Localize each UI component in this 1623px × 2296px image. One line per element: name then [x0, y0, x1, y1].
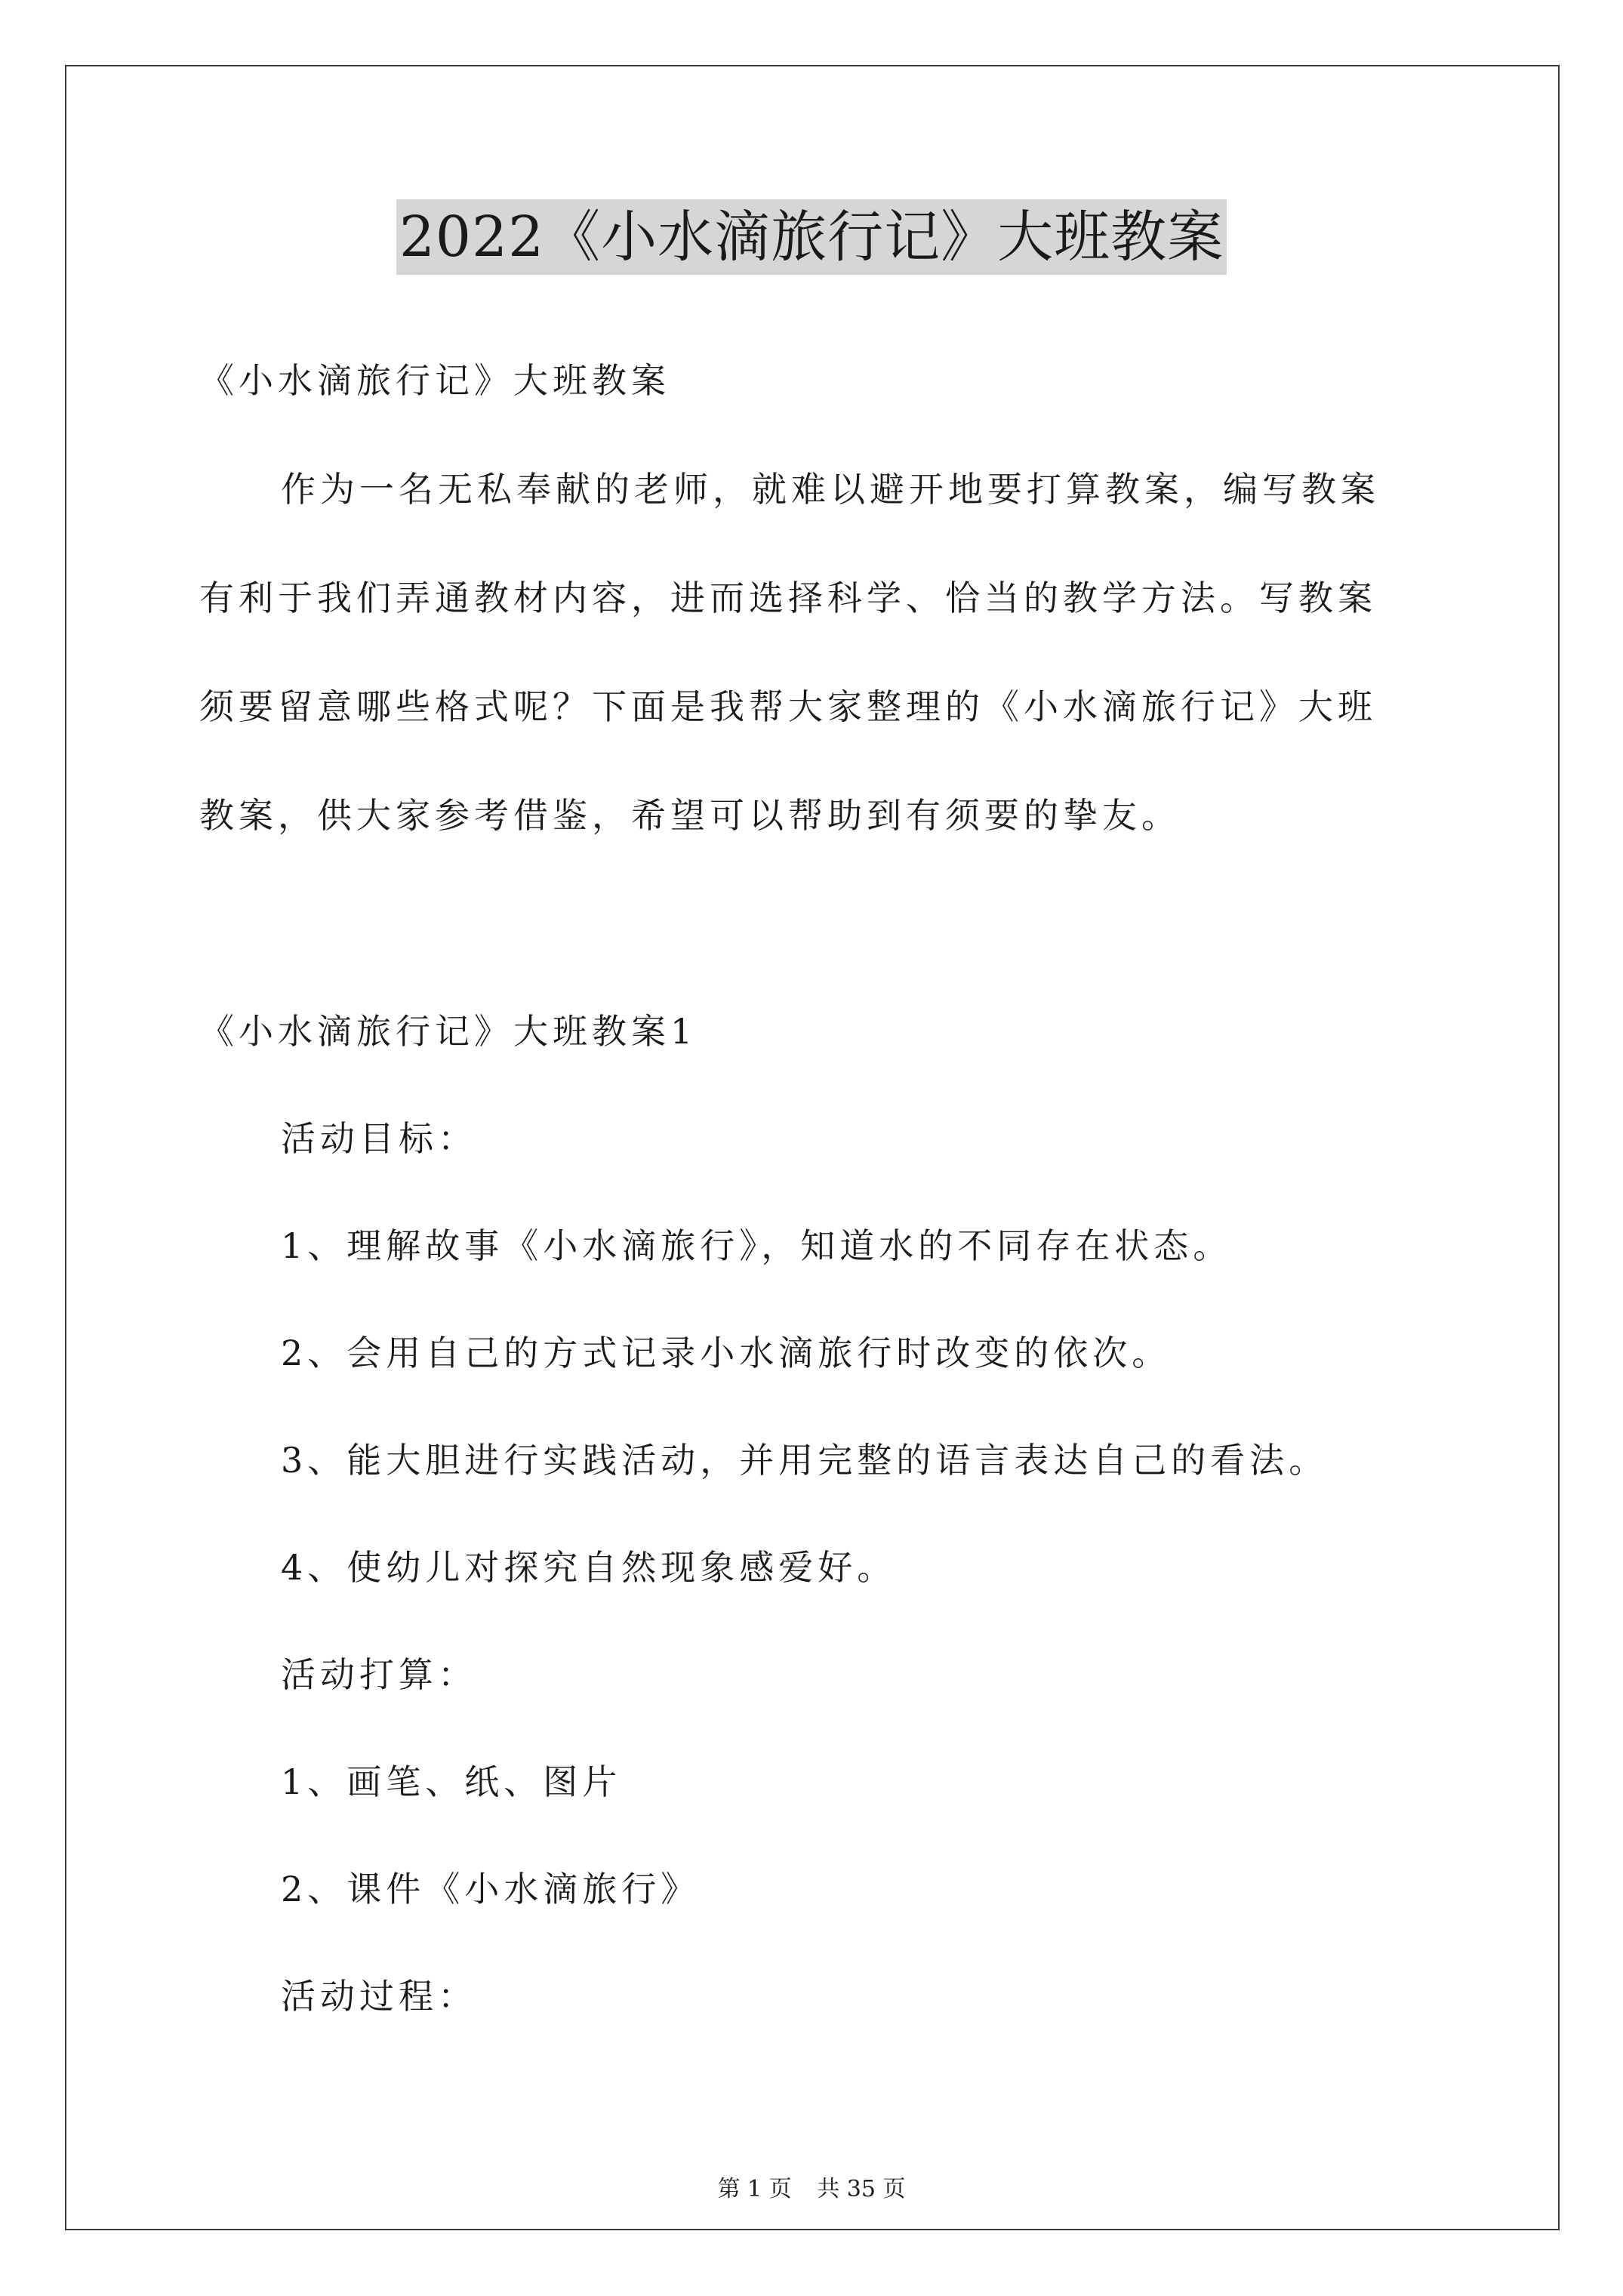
page-number: 第 1 页: [717, 2176, 792, 2202]
goal-item-2: 2、会用自己的方式记录小水滴旅行时改变的依次。: [281, 1333, 1172, 1373]
process-heading: 活动过程：: [281, 1976, 477, 2017]
intro-line-1: 作为一名无私奉献的老师，就难以避开地要打算教案，编写教案: [281, 469, 1380, 510]
document-title: 2022《小水滴旅行记》大班教案: [396, 199, 1227, 275]
goals-heading: 活动目标：: [281, 1118, 477, 1159]
title-container: [0, 199, 1623, 275]
prep-item-2: 2、课件《小水滴旅行》: [281, 1869, 701, 1909]
page-total: 共 35 页: [817, 2176, 906, 2202]
prep-item-1: 1、画笔、纸、图片: [281, 1761, 622, 1802]
goal-item-3: 3、能大胆进行实践活动，并用完整的语言表达自己的看法。: [281, 1440, 1329, 1481]
goal-item-4: 4、使幼儿对探究自然现象感爱好。: [281, 1547, 897, 1588]
intro-line-4: 教案，供大家参考借鉴，希望可以帮助到有须要的挚友。: [199, 795, 1181, 836]
goal-item-1: 1、理解故事《小水滴旅行》，知道水的不同存在状态。: [281, 1225, 1233, 1266]
page-footer: [0, 2174, 1623, 2205]
section-heading: 《小水滴旅行记》大班教案1: [199, 1011, 698, 1052]
intro-line-3: 须要留意哪些格式呢？下面是我帮大家整理的《小水滴旅行记》大班: [199, 686, 1377, 727]
prep-heading: 活动打算：: [281, 1654, 477, 1695]
document-subtitle: 《小水滴旅行记》大班教案: [199, 360, 670, 401]
intro-line-2: 有利于我们弄通教材内容，进而选择科学、恰当的教学方法。写教案: [199, 578, 1377, 618]
